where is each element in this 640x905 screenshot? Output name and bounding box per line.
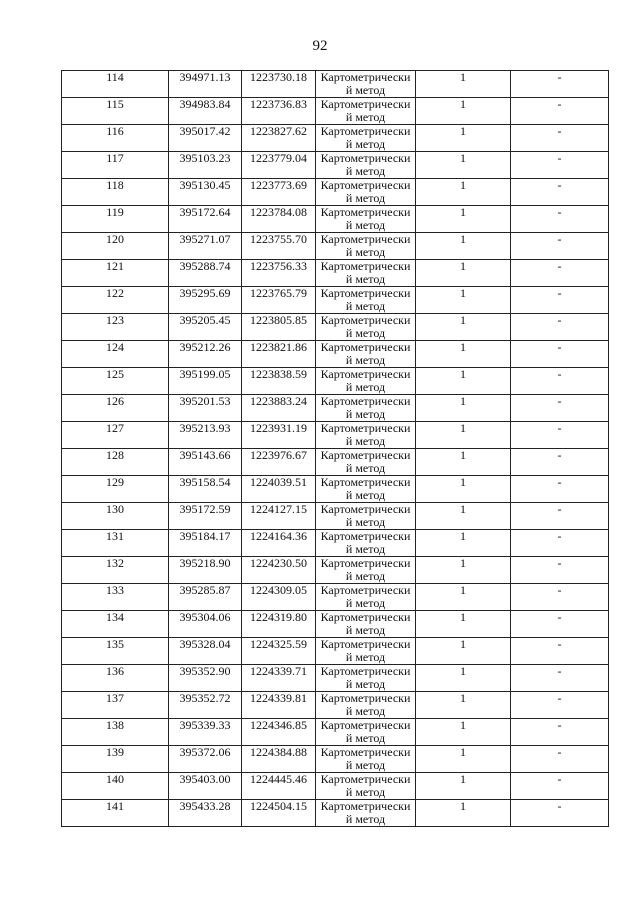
point-number-cell: 115 [62,98,169,125]
x-coordinate-cell: 395372.06 [169,746,242,773]
y-coordinate-cell: 1223765.79 [242,287,316,314]
method-cell [316,449,416,476]
x-coordinate-cell: 395352.90 [169,665,242,692]
x-coordinate-cell: 395213.93 [169,422,242,449]
point-number-cell: 128 [62,449,169,476]
accuracy-cell: 1 [416,800,511,827]
x-coordinate-cell: 395172.64 [169,206,242,233]
note-cell: - [511,206,609,233]
method-text-line2: й метод [345,407,386,421]
method-text-line1: Картометрически [320,637,411,651]
method-cell [316,314,416,341]
y-coordinate-cell: 1224325.59 [242,638,316,665]
x-coordinate-cell: 395205.45 [169,314,242,341]
accuracy-cell: 1 [416,557,511,584]
y-coordinate-cell: 1223827.62 [242,125,316,152]
table-row [62,476,609,503]
y-coordinate-cell: 1223883.24 [242,395,316,422]
method-text-line2: й метод [345,380,386,394]
accuracy-cell: 1 [416,665,511,692]
method-text-line1: Картометрически [320,583,411,597]
table-row [62,449,609,476]
method-cell [316,287,416,314]
table-row [62,125,609,152]
method-text-line1: Картометрически [320,691,411,705]
method-cell [316,692,416,719]
point-number-cell: 140 [62,773,169,800]
x-coordinate-cell: 395285.87 [169,584,242,611]
accuracy-cell: 1 [416,530,511,557]
accuracy-cell: 1 [416,503,511,530]
accuracy-cell: 1 [416,611,511,638]
method-text-line2: й метод [345,164,386,178]
table-row [62,692,609,719]
x-coordinate-cell: 395201.53 [169,395,242,422]
point-number-cell: 138 [62,719,169,746]
y-coordinate-cell: 1223976.67 [242,449,316,476]
point-number-cell: 130 [62,503,169,530]
note-cell: - [511,98,609,125]
x-coordinate-cell: 395184.17 [169,530,242,557]
note-cell: - [511,665,609,692]
x-coordinate-cell: 395295.69 [169,287,242,314]
method-cell [316,179,416,206]
note-cell: - [511,746,609,773]
table-row [62,557,609,584]
table-row [62,611,609,638]
method-text-line2: й метод [345,110,386,124]
method-cell [316,71,416,98]
table-row [62,152,609,179]
accuracy-cell: 1 [416,125,511,152]
method-text-line2: й метод [345,515,386,529]
method-text-line1: Картометрически [320,313,411,327]
accuracy-cell: 1 [416,152,511,179]
point-number-cell: 126 [62,395,169,422]
point-number-cell: 132 [62,557,169,584]
method-cell [316,98,416,125]
accuracy-cell: 1 [416,719,511,746]
method-text-line1: Картометрически [320,340,411,354]
table-row [62,638,609,665]
method-cell [316,395,416,422]
note-cell: - [511,557,609,584]
method-text-line2: й метод [345,542,386,556]
note-cell: - [511,125,609,152]
method-text-line1: Картометрически [320,178,411,192]
accuracy-cell: 1 [416,368,511,395]
method-text-line2: й метод [345,191,386,205]
x-coordinate-cell: 395199.05 [169,368,242,395]
note-cell: - [511,71,609,98]
method-text-line2: й метод [345,650,386,664]
accuracy-cell: 1 [416,71,511,98]
note-cell: - [511,287,609,314]
y-coordinate-cell: 1223773.69 [242,179,316,206]
accuracy-cell: 1 [416,206,511,233]
table-body [62,71,609,827]
method-text-line1: Картометрически [320,97,411,111]
note-cell: - [511,773,609,800]
table-row [62,584,609,611]
point-number-cell: 131 [62,530,169,557]
note-cell: - [511,422,609,449]
point-number-cell: 136 [62,665,169,692]
method-text-line1: Картометрически [320,124,411,138]
method-text-line1: Картометрически [320,70,411,84]
accuracy-cell: 1 [416,395,511,422]
table-row [62,665,609,692]
x-coordinate-cell: 395212.26 [169,341,242,368]
method-text-line1: Картометрически [320,232,411,246]
note-cell: - [511,368,609,395]
y-coordinate-cell: 1223755.70 [242,233,316,260]
method-text-line2: й метод [345,596,386,610]
table-row [62,368,609,395]
method-text-line1: Картометрически [320,259,411,273]
method-cell [316,152,416,179]
x-coordinate-cell: 395339.33 [169,719,242,746]
method-cell [316,206,416,233]
note-cell: - [511,152,609,179]
accuracy-cell: 1 [416,638,511,665]
method-cell [316,530,416,557]
table-row [62,98,609,125]
method-cell [316,125,416,152]
method-text-line2: й метод [345,326,386,340]
accuracy-cell: 1 [416,341,511,368]
method-cell [316,233,416,260]
coordinates-table [61,70,609,827]
note-cell: - [511,179,609,206]
method-text-line2: й метод [345,812,386,826]
table-row [62,206,609,233]
method-text-line2: й метод [345,83,386,97]
table-row [62,179,609,206]
note-cell: - [511,719,609,746]
point-number-cell: 134 [62,611,169,638]
method-cell [316,503,416,530]
method-text-line2: й метод [345,272,386,286]
y-coordinate-cell: 1224039.51 [242,476,316,503]
accuracy-cell: 1 [416,287,511,314]
method-text-line2: й метод [345,569,386,583]
method-text-line2: й метод [345,623,386,637]
note-cell: - [511,260,609,287]
y-coordinate-cell: 1223756.33 [242,260,316,287]
accuracy-cell: 1 [416,773,511,800]
point-number-cell: 116 [62,125,169,152]
x-coordinate-cell: 395433.28 [169,800,242,827]
method-cell [316,719,416,746]
method-cell [316,341,416,368]
x-coordinate-cell: 395352.72 [169,692,242,719]
method-cell [316,638,416,665]
method-text-line1: Картометрически [320,610,411,624]
method-text-line1: Картометрически [320,799,411,813]
note-cell: - [511,341,609,368]
y-coordinate-cell: 1223784.08 [242,206,316,233]
point-number-cell: 137 [62,692,169,719]
method-text-line1: Картометрически [320,448,411,462]
method-text-line2: й метод [345,137,386,151]
point-number-cell: 119 [62,206,169,233]
point-number-cell: 124 [62,341,169,368]
y-coordinate-cell: 1224504.15 [242,800,316,827]
note-cell: - [511,611,609,638]
method-text-line1: Картометрически [320,475,411,489]
accuracy-cell: 1 [416,692,511,719]
method-text-line2: й метод [345,731,386,745]
y-coordinate-cell: 1224384.88 [242,746,316,773]
point-number-cell: 118 [62,179,169,206]
method-text-line2: й метод [345,488,386,502]
table-row [62,71,609,98]
x-coordinate-cell: 395103.23 [169,152,242,179]
table-row [62,260,609,287]
method-cell [316,476,416,503]
y-coordinate-cell: 1223805.85 [242,314,316,341]
method-text-line1: Картометрически [320,421,411,435]
table-row [62,530,609,557]
note-cell: - [511,503,609,530]
x-coordinate-cell: 395218.90 [169,557,242,584]
note-cell: - [511,692,609,719]
point-number-cell: 133 [62,584,169,611]
note-cell: - [511,395,609,422]
method-cell [316,746,416,773]
table-row [62,341,609,368]
point-number-cell: 120 [62,233,169,260]
y-coordinate-cell: 1223821.86 [242,341,316,368]
point-number-cell: 123 [62,314,169,341]
x-coordinate-cell: 395288.74 [169,260,242,287]
y-coordinate-cell: 1224445.46 [242,773,316,800]
y-coordinate-cell: 1224309.05 [242,584,316,611]
x-coordinate-cell: 395143.66 [169,449,242,476]
note-cell: - [511,530,609,557]
y-coordinate-cell: 1223838.59 [242,368,316,395]
point-number-cell: 114 [62,71,169,98]
point-number-cell: 121 [62,260,169,287]
y-coordinate-cell: 1223730.18 [242,71,316,98]
table-row [62,422,609,449]
note-cell: - [511,800,609,827]
method-text-line2: й метод [345,299,386,313]
accuracy-cell: 1 [416,449,511,476]
method-text-line1: Картометрически [320,367,411,381]
x-coordinate-cell: 395328.04 [169,638,242,665]
method-cell [316,800,416,827]
y-coordinate-cell: 1224230.50 [242,557,316,584]
method-text-line1: Картометрически [320,664,411,678]
x-coordinate-cell: 395271.07 [169,233,242,260]
accuracy-cell: 1 [416,260,511,287]
accuracy-cell: 1 [416,179,511,206]
method-cell [316,773,416,800]
point-number-cell: 122 [62,287,169,314]
x-coordinate-cell: 395403.00 [169,773,242,800]
method-text-line2: й метод [345,353,386,367]
y-coordinate-cell: 1224339.71 [242,665,316,692]
y-coordinate-cell: 1224319.80 [242,611,316,638]
table-row [62,395,609,422]
y-coordinate-cell: 1224127.15 [242,503,316,530]
point-number-cell: 125 [62,368,169,395]
table-row [62,314,609,341]
method-text-line1: Картометрически [320,529,411,543]
method-text-line1: Картометрически [320,772,411,786]
method-cell [316,665,416,692]
x-coordinate-cell: 395304.06 [169,611,242,638]
accuracy-cell: 1 [416,233,511,260]
note-cell: - [511,233,609,260]
method-text-line1: Картометрически [320,394,411,408]
method-text-line2: й метод [345,218,386,232]
point-number-cell: 117 [62,152,169,179]
x-coordinate-cell: 395172.59 [169,503,242,530]
accuracy-cell: 1 [416,584,511,611]
method-text-line1: Картометрически [320,745,411,759]
table-row [62,773,609,800]
method-text-line2: й метод [345,245,386,259]
point-number-cell: 135 [62,638,169,665]
x-coordinate-cell: 394983.84 [169,98,242,125]
point-number-cell: 129 [62,476,169,503]
method-text-line2: й метод [345,461,386,475]
method-cell [316,584,416,611]
method-cell [316,368,416,395]
method-text-line2: й метод [345,758,386,772]
method-text-line1: Картометрически [320,718,411,732]
method-text-line2: й метод [345,677,386,691]
point-number-cell: 139 [62,746,169,773]
accuracy-cell: 1 [416,476,511,503]
table-row [62,233,609,260]
note-cell: - [511,449,609,476]
accuracy-cell: 1 [416,314,511,341]
note-cell: - [511,314,609,341]
method-text-line1: Картометрически [320,556,411,570]
table-row [62,719,609,746]
y-coordinate-cell: 1224346.85 [242,719,316,746]
point-number-cell: 141 [62,800,169,827]
method-text-line2: й метод [345,704,386,718]
x-coordinate-cell: 394971.13 [169,71,242,98]
page-number: 92 [312,38,328,54]
method-text-line1: Картометрически [320,502,411,516]
method-cell [316,422,416,449]
accuracy-cell: 1 [416,422,511,449]
y-coordinate-cell: 1223779.04 [242,152,316,179]
note-cell: - [511,638,609,665]
table-row [62,746,609,773]
y-coordinate-cell: 1223736.83 [242,98,316,125]
method-text-line1: Картометрически [320,151,411,165]
x-coordinate-cell: 395017.42 [169,125,242,152]
method-text-line1: Картометрически [320,286,411,300]
table-row [62,503,609,530]
method-text-line2: й метод [345,434,386,448]
x-coordinate-cell: 395130.45 [169,179,242,206]
accuracy-cell: 1 [416,746,511,773]
point-number-cell: 127 [62,422,169,449]
method-cell [316,260,416,287]
method-cell [316,557,416,584]
x-coordinate-cell: 395158.54 [169,476,242,503]
y-coordinate-cell: 1224339.81 [242,692,316,719]
note-cell: - [511,476,609,503]
table-row [62,800,609,827]
table-row [62,287,609,314]
accuracy-cell: 1 [416,98,511,125]
method-cell [316,611,416,638]
method-text-line2: й метод [345,785,386,799]
y-coordinate-cell: 1224164.36 [242,530,316,557]
note-cell: - [511,584,609,611]
y-coordinate-cell: 1223931.19 [242,422,316,449]
method-text-line1: Картометрически [320,205,411,219]
